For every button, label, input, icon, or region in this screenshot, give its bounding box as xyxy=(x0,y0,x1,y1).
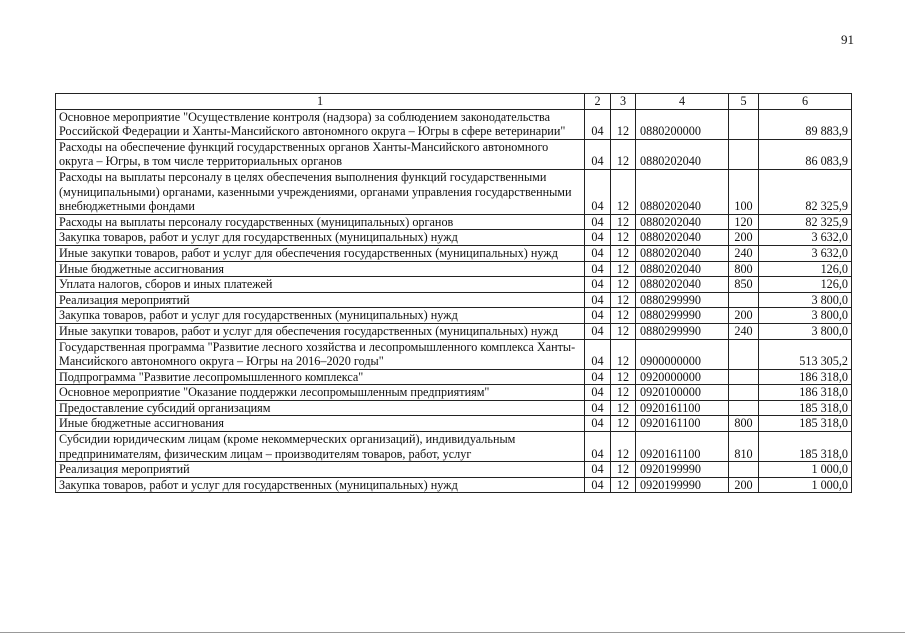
row-name-cell: Иные бюджетные ассигнования xyxy=(56,261,585,277)
row-name-cell: Субсидии юридическим лицам (кроме некоммерческих организаций), индивидуальным предпринимателям, физическим лицам – производителям товаров, работ, услуг xyxy=(56,432,585,462)
row-article-cell: 0880202040 xyxy=(636,230,729,246)
row-name-cell: Расходы на обеспечение функций государственных органов Ханты-Мансийского автономного округа – Югры, в том числе территориальных органов xyxy=(56,139,585,169)
row-article-cell: 0880299990 xyxy=(636,323,729,339)
row-section-cell: 04 xyxy=(585,400,611,416)
row-name-cell: Государственная программа "Развитие лесного хозяйства и лесопромышленного комплекса Ханты-Мансийского автономного округа – Югры на 2016–2020 годы" xyxy=(56,339,585,369)
row-expense-type-cell xyxy=(729,292,759,308)
row-expense-type-cell: 120 xyxy=(729,214,759,230)
row-subsection-cell: 12 xyxy=(611,432,636,462)
table-row xyxy=(56,169,852,214)
row-subsection-cell: 12 xyxy=(611,169,636,214)
row-article-cell: 0920161100 xyxy=(636,400,729,416)
row-expense-type-cell xyxy=(729,462,759,478)
row-expense-type-cell xyxy=(729,400,759,416)
row-section-cell: 04 xyxy=(585,369,611,385)
row-amount-cell: 126,0 xyxy=(759,261,852,277)
row-amount-cell: 3 800,0 xyxy=(759,323,852,339)
row-amount-cell: 82 325,9 xyxy=(759,214,852,230)
row-subsection-cell: 12 xyxy=(611,214,636,230)
row-section-cell: 04 xyxy=(585,416,611,432)
row-section-cell: 04 xyxy=(585,109,611,139)
row-name-cell: Закупка товаров, работ и услуг для государственных (муниципальных) нужд xyxy=(56,308,585,324)
page-number: 91 xyxy=(841,32,854,47)
row-subsection-cell: 12 xyxy=(611,109,636,139)
table-row xyxy=(56,139,852,169)
row-expense-type-cell xyxy=(729,109,759,139)
row-article-cell: 0900000000 xyxy=(636,339,729,369)
row-name-cell: Предоставление субсидий организациям xyxy=(56,400,585,416)
row-article-cell: 0880299990 xyxy=(636,292,729,308)
row-amount-cell: 3 800,0 xyxy=(759,292,852,308)
row-article-cell: 0920161100 xyxy=(636,432,729,462)
table-header-row xyxy=(56,94,852,110)
row-article-cell: 0920100000 xyxy=(636,385,729,401)
table-row xyxy=(56,385,852,401)
row-article-cell: 0880202040 xyxy=(636,214,729,230)
row-name-cell: Реализация мероприятий xyxy=(56,462,585,478)
row-subsection-cell: 12 xyxy=(611,339,636,369)
row-subsection-cell: 12 xyxy=(611,277,636,293)
row-amount-cell: 126,0 xyxy=(759,277,852,293)
row-name-cell: Реализация мероприятий xyxy=(56,292,585,308)
row-expense-type-cell xyxy=(729,385,759,401)
row-name-cell: Иные закупки товаров, работ и услуг для обеспечения государственных (муниципальных) нужд xyxy=(56,245,585,261)
row-name-cell: Расходы на выплаты персоналу государственных (муниципальных) органов xyxy=(56,214,585,230)
row-subsection-cell: 12 xyxy=(611,308,636,324)
row-subsection-cell: 12 xyxy=(611,477,636,493)
row-amount-cell: 185 318,0 xyxy=(759,400,852,416)
table-row xyxy=(56,339,852,369)
row-article-cell: 0880202040 xyxy=(636,139,729,169)
row-amount-cell: 513 305,2 xyxy=(759,339,852,369)
row-article-cell: 0880202040 xyxy=(636,261,729,277)
row-subsection-cell: 12 xyxy=(611,261,636,277)
row-amount-cell: 185 318,0 xyxy=(759,416,852,432)
table-row xyxy=(56,400,852,416)
row-name-cell: Уплата налогов, сборов и иных платежей xyxy=(56,277,585,293)
table-row xyxy=(56,323,852,339)
row-article-cell: 0920199990 xyxy=(636,462,729,478)
header-cell-article: 4 xyxy=(636,94,729,110)
row-expense-type-cell: 800 xyxy=(729,261,759,277)
header-cell-amount: 6 xyxy=(759,94,852,110)
row-subsection-cell: 12 xyxy=(611,416,636,432)
row-expense-type-cell: 850 xyxy=(729,277,759,293)
row-article-cell: 0920000000 xyxy=(636,369,729,385)
row-name-cell: Расходы на выплаты персоналу в целях обеспечения выполнения функций государственными (муниципальными) органами, казенными учреждениями, органами управления государственными внебюджетными фондами xyxy=(56,169,585,214)
row-expense-type-cell: 240 xyxy=(729,323,759,339)
row-amount-cell: 82 325,9 xyxy=(759,169,852,214)
table-row xyxy=(56,432,852,462)
table-row xyxy=(56,245,852,261)
row-section-cell: 04 xyxy=(585,477,611,493)
row-amount-cell: 185 318,0 xyxy=(759,432,852,462)
row-article-cell: 0880202040 xyxy=(636,277,729,293)
row-section-cell: 04 xyxy=(585,277,611,293)
row-name-cell: Закупка товаров, работ и услуг для государственных (муниципальных) нужд xyxy=(56,477,585,493)
row-article-cell: 0920161100 xyxy=(636,416,729,432)
row-section-cell: 04 xyxy=(585,385,611,401)
header-cell-expense-type: 5 xyxy=(729,94,759,110)
header-cell-section: 2 xyxy=(585,94,611,110)
row-name-cell: Подпрограмма "Развитие лесопромышленного комплекса" xyxy=(56,369,585,385)
row-article-cell: 0880200000 xyxy=(636,109,729,139)
row-subsection-cell: 12 xyxy=(611,462,636,478)
row-name-cell: Основное мероприятие "Оказание поддержки лесопромышленным предприятиям" xyxy=(56,385,585,401)
row-expense-type-cell: 240 xyxy=(729,245,759,261)
table-row xyxy=(56,230,852,246)
row-section-cell: 04 xyxy=(585,169,611,214)
row-article-cell: 0880202040 xyxy=(636,169,729,214)
row-section-cell: 04 xyxy=(585,261,611,277)
row-expense-type-cell: 200 xyxy=(729,477,759,493)
row-subsection-cell: 12 xyxy=(611,245,636,261)
row-section-cell: 04 xyxy=(585,139,611,169)
row-section-cell: 04 xyxy=(585,308,611,324)
row-name-cell: Иные бюджетные ассигнования xyxy=(56,416,585,432)
budget-table xyxy=(55,93,852,493)
row-subsection-cell: 12 xyxy=(611,139,636,169)
row-article-cell: 0920199990 xyxy=(636,477,729,493)
table-row xyxy=(56,292,852,308)
table-row xyxy=(56,308,852,324)
table-row xyxy=(56,214,852,230)
table-row xyxy=(56,261,852,277)
row-expense-type-cell: 810 xyxy=(729,432,759,462)
table-row xyxy=(56,462,852,478)
row-amount-cell: 186 318,0 xyxy=(759,385,852,401)
table-row xyxy=(56,277,852,293)
table-row xyxy=(56,109,852,139)
row-amount-cell: 3 800,0 xyxy=(759,308,852,324)
row-section-cell: 04 xyxy=(585,292,611,308)
row-amount-cell: 1 000,0 xyxy=(759,477,852,493)
row-section-cell: 04 xyxy=(585,214,611,230)
row-subsection-cell: 12 xyxy=(611,323,636,339)
header-cell-name: 1 xyxy=(56,94,585,110)
row-name-cell: Основное мероприятие "Осуществление контроля (надзора) за соблюдением законодательства Российской Федерации и Ханты-Мансийского автономного округа – Югры в сфере ветеринарии" xyxy=(56,109,585,139)
row-expense-type-cell xyxy=(729,339,759,369)
row-section-cell: 04 xyxy=(585,230,611,246)
row-name-cell: Иные закупки товаров, работ и услуг для обеспечения государственных (муниципальных) нужд xyxy=(56,323,585,339)
row-expense-type-cell: 200 xyxy=(729,308,759,324)
row-amount-cell: 1 000,0 xyxy=(759,462,852,478)
row-amount-cell: 3 632,0 xyxy=(759,245,852,261)
row-expense-type-cell: 800 xyxy=(729,416,759,432)
row-amount-cell: 186 318,0 xyxy=(759,369,852,385)
row-amount-cell: 3 632,0 xyxy=(759,230,852,246)
row-subsection-cell: 12 xyxy=(611,230,636,246)
row-section-cell: 04 xyxy=(585,339,611,369)
row-expense-type-cell xyxy=(729,369,759,385)
row-section-cell: 04 xyxy=(585,323,611,339)
table-row xyxy=(56,369,852,385)
row-amount-cell: 89 883,9 xyxy=(759,109,852,139)
row-expense-type-cell xyxy=(729,139,759,169)
row-expense-type-cell: 100 xyxy=(729,169,759,214)
row-subsection-cell: 12 xyxy=(611,292,636,308)
row-name-cell: Закупка товаров, работ и услуг для государственных (муниципальных) нужд xyxy=(56,230,585,246)
row-article-cell: 0880202040 xyxy=(636,245,729,261)
table-row xyxy=(56,477,852,493)
row-subsection-cell: 12 xyxy=(611,369,636,385)
table-body xyxy=(56,94,852,493)
header-cell-subsection: 3 xyxy=(611,94,636,110)
row-section-cell: 04 xyxy=(585,462,611,478)
row-subsection-cell: 12 xyxy=(611,385,636,401)
row-section-cell: 04 xyxy=(585,245,611,261)
row-subsection-cell: 12 xyxy=(611,400,636,416)
row-amount-cell: 86 083,9 xyxy=(759,139,852,169)
row-section-cell: 04 xyxy=(585,432,611,462)
row-expense-type-cell: 200 xyxy=(729,230,759,246)
page-bottom-edge xyxy=(0,632,905,633)
table-row xyxy=(56,416,852,432)
row-article-cell: 0880299990 xyxy=(636,308,729,324)
